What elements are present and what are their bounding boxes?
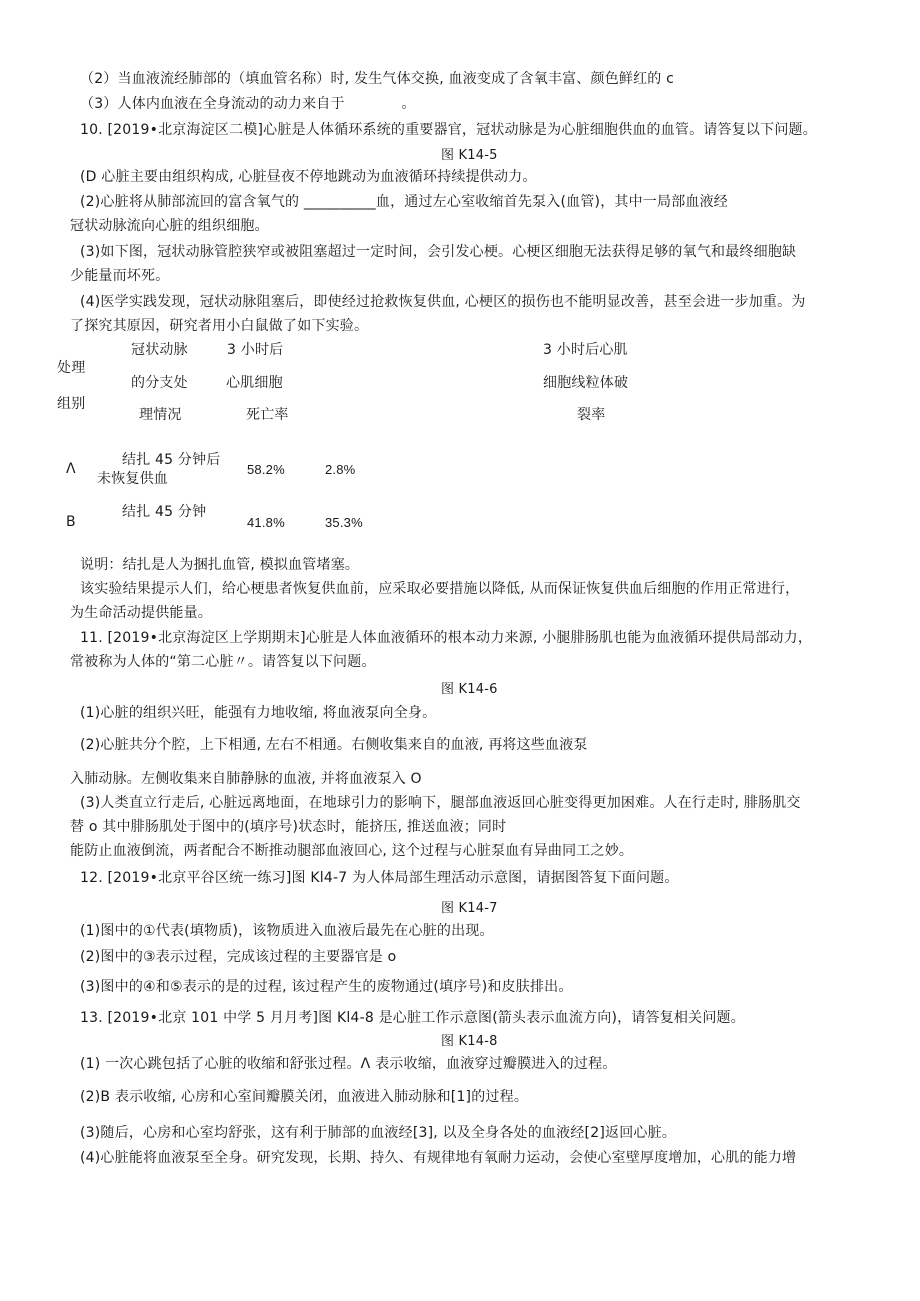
table-header-mito-line3: 裂率 — [577, 407, 606, 423]
q11-part2-line1: (2)心脏共分个腔，上下相通, 左右不相通。右侧收集来自的血液, 再将这些血液泵 — [80, 737, 588, 753]
q10-part3-line2: 少能量而坏死。 — [70, 268, 170, 284]
figure-caption-k14-8: 图 K14-8 — [441, 1034, 498, 1049]
table-note: 说明：结扎是人为捆扎血管, 模拟血管堵塞。 — [80, 557, 360, 573]
q10-part2-line2: 冠状动脉流向心脏的组织细胞。 — [70, 218, 269, 234]
conclusion-line1: 该实验结果提示人们，给心梗患者恢复供血前，应采取必要措施以降低, 从而保证恢复供血后细胞的作用正常进行， — [80, 581, 800, 597]
q9-part2: （2）当血液流经肺部的（填血管名称）时, 发生气体交换, 血液变成了含氧丰富、颜色鲜红的 c — [80, 71, 675, 87]
table-header-death-line1: 3 小时后 — [227, 342, 284, 358]
q12-part1: (1)图中的①代表(填物质)，该物质进入血液后最先在心脏的出现。 — [80, 923, 494, 939]
q12-part3: (3)图中的④和⑤表示的是的过程, 该过程产生的废物通过(填序号)和皮肤排出。 — [80, 979, 573, 995]
q13-part3: (3)随后，心房和心室均舒张，这有利于肺部的血液经[3], 以及全身各处的血液经[2]返回心脏。 — [80, 1125, 676, 1141]
figure-caption-k14-5: 图 K14-5 — [441, 148, 498, 163]
q11-part3-line1: (3)人类直立行走后, 心脏远离地面，在地球引力的影响下，腿部血液返回心脏变得更加困难。人在行走时, 腓肠肌交 — [80, 795, 801, 811]
row-a-death-rate: 58.2% — [247, 462, 285, 477]
q9-part3: （3）人体内血液在全身流动的动力来自于 。 — [80, 96, 416, 112]
q11-part3-line3: 能防止血液倒流，两者配合不断推动腿部血液回心, 这个过程与心脏泵血有异曲同工之妙。 — [70, 843, 634, 859]
table-header-ligation-line3: 理情况 — [139, 407, 182, 423]
q10-part4-line1: (4)医学实践发现，冠状动脉阻塞后，即使经过抢救恢复供血, 心梗区的损伤也不能明显改善，甚至会进一步加重。为 — [80, 294, 806, 310]
q12-stem: 12. [2019•北京平谷区统一练习]图 Kl4-7 为人体局部生理活动示意图，请据图答复下面问题。 — [80, 870, 679, 886]
q10-part1: (D 心脏主要由组织构成, 心脏昼夜不停地跳动为血液循环持续提供动力。 — [80, 169, 537, 185]
row-a-treatment-line2: 未恢复供血 — [97, 471, 168, 487]
table-header-group-line1: 处理 — [57, 360, 86, 376]
q11-part1: (1)心脏的组织兴旺，能强有力地收缩, 将血液泵向全身。 — [80, 705, 437, 721]
row-a-mito-rate: 2.8% — [325, 462, 356, 477]
q11-part2-line2: 入肺动脉。左侧收集来自肺静脉的血液, 并将血液泵入 O — [70, 771, 422, 787]
q13-part4: (4)心脏能将血液泵至全身。研究发现，长期、持久、有规律地有氧耐力运动，会使心室壁厚度增加，心肌的能力增 — [80, 1150, 797, 1166]
q11-stem-line2: 常被称为人体的“第二心脏〃。请答复以下问题。 — [70, 654, 376, 670]
row-a-treatment-line1: 结扎 45 分钟后 — [122, 452, 221, 468]
figure-caption-k14-7: 图 K14-7 — [441, 901, 498, 916]
q13-part1: (1) 一次心跳包括了心脏的收缩和舒张过程。Λ 表示收缩，血液穿过瓣膜进入的过程。 — [80, 1056, 617, 1072]
q10-part3-line1: (3)如下图，冠状动脉管腔狭窄或被阻塞超过一定时间，会引发心梗。心梗区细胞无法获得足够的氧气和最终细胞缺 — [80, 244, 797, 260]
q13-stem: 13. [2019•北京 101 中学 5 月月考]图 Kl4-8 是心脏工作示意图(箭头表示血流方向)，请答复相关问题。 — [80, 1010, 745, 1026]
table-header-ligation-line1: 冠状动脉 — [131, 342, 188, 358]
table-header-mito-line2: 细胞线粒体破 — [543, 375, 629, 391]
q11-stem-line1: 11. [2019•北京海淀区上学期期末]心脏是人体血液循环的根本动力来源, 小腿腓肠肌也能为血液循环提供局部动力， — [80, 630, 813, 646]
table-header-death-line3: 死亡率 — [246, 407, 289, 423]
table-header-group-line2: 组别 — [57, 396, 86, 412]
row-b-group: B — [66, 514, 76, 530]
q10-part2-line1: (2)心脏将从肺部流回的富含氧气的 __________血，通过左心室收缩首先泵入(血管)，其中一局部血液经 — [80, 194, 729, 210]
q12-part2: (2)图中的③表示过程，完成该过程的主要器官是 o — [80, 949, 397, 965]
table-header-death-line2: 心肌细胞 — [226, 375, 283, 391]
row-b-death-rate: 41.8% — [247, 515, 285, 530]
q10-stem: 10. [2019•北京海淀区二模]心脏是人体循环系统的重要器官，冠状动脉是为心脏细胞供血的血管。请答复以下问题。 — [80, 122, 817, 138]
conclusion-line2: 为生命活动提供能量。 — [70, 605, 212, 621]
row-b-mito-rate: 35.3% — [325, 515, 363, 530]
table-header-ligation-line2: 的分支处 — [131, 375, 188, 391]
q10-part4-line2: 了探究其原因，研究者用小白鼠做了如下实验。 — [70, 318, 369, 334]
q11-part3-line2: 替 o 其中腓肠肌处于图中的(填序号)状态时，能挤压, 推送血液；同时 — [70, 819, 507, 835]
q13-part2: (2)B 表示收缩, 心房和心室间瓣膜关闭，血液进入肺动脉和[1]的过程。 — [80, 1089, 529, 1105]
table-header-mito-line1: 3 小时后心肌 — [543, 342, 628, 358]
row-a-group: Λ — [66, 461, 76, 477]
figure-caption-k14-6: 图 K14-6 — [441, 682, 498, 697]
row-b-treatment-line1: 结扎 45 分钟 — [122, 504, 207, 520]
